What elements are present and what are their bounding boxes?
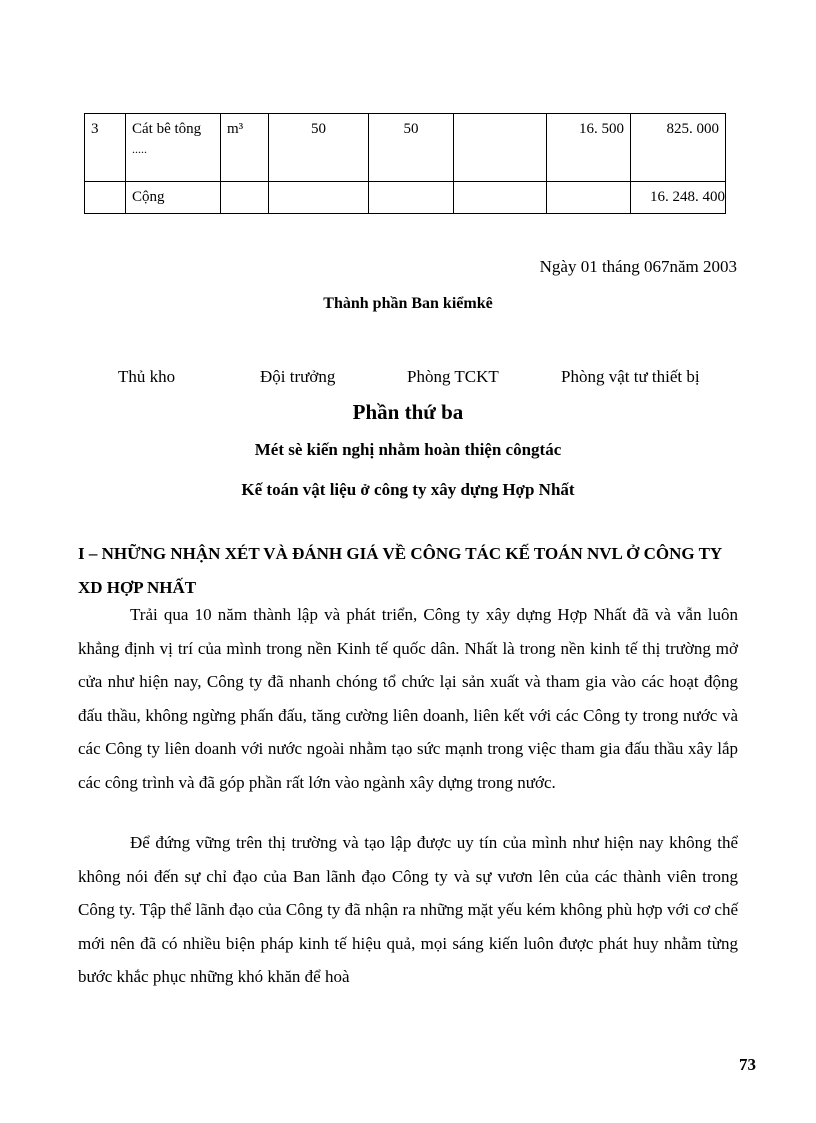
cell-diff	[454, 114, 547, 182]
row-diff	[454, 114, 546, 121]
inventory-table	[84, 113, 726, 214]
cell-empty	[454, 182, 547, 214]
signature-supply-dept: Phòng vật tư thiết bị	[561, 367, 700, 386]
cell-qty-actual	[369, 114, 454, 182]
cell-stt	[85, 114, 126, 182]
row-material-name: Cát bê tông	[132, 121, 202, 137]
row-unit: m³	[227, 121, 244, 137]
signature-storekeeper: Thủ kho	[118, 367, 176, 386]
table-row	[85, 114, 726, 182]
total-amount: 16. 248. 400	[650, 189, 725, 205]
cell-empty	[221, 182, 269, 214]
cell-price	[547, 114, 631, 182]
cell-total-amount	[631, 182, 726, 214]
cell-name	[126, 114, 221, 182]
section-heading: I – NHỮNG NHẬN XÉT VÀ ĐÁNH GIÁ VỀ CÔNG TÁC KẾ TOÁN NVL Ở CÔNG TY XD HỢP NHẤT	[78, 544, 722, 597]
part-subtitle-2: Kế toán vật liệu ở công ty xây dựng Hợp Nhất	[241, 480, 575, 499]
row-amount: 825. 000	[666, 121, 719, 137]
table-row-total	[85, 182, 726, 214]
cell-empty	[269, 182, 369, 214]
cell-empty	[547, 182, 631, 214]
row-qty-book: 50	[311, 121, 326, 137]
row-qty-actual: 50	[403, 121, 419, 137]
part-subtitle-1: Mét sè kiến nghị nhằm hoàn thiện côngtác	[254, 440, 562, 459]
cell-empty	[369, 182, 454, 214]
cell-unit	[221, 114, 269, 182]
cell-total-label	[126, 182, 221, 214]
paragraph-2: Để đứng vững trên thị trường và tạo lập được uy tín của mình như hiện nay không thể không nói đến sự chỉ đạo của Ban lãnh đạo Công ty và sự vươn lên của các thành viên trong Công ty. Tập thể lãnh đạo của Công ty đã nhận ra những mặt yếu kém không phù hợp với cơ chế mới nên đã có nhiều biện pháp kinh tế hiệu quả, mọi sáng kiến luôn được phát huy nhằm từng bước khắc phục những khó khăn để hoà	[78, 833, 738, 986]
cell-amount	[631, 114, 726, 182]
page-number: 73	[739, 1055, 756, 1074]
signature-team-leader: Đội trưởng	[260, 367, 336, 386]
cell-empty	[85, 182, 126, 214]
total-label: Cộng	[132, 189, 165, 205]
council-title: Thành phần Ban kiểmkê	[323, 295, 493, 312]
paragraph-1: Trải qua 10 năm thành lập và phát triển, Công ty xây dựng Hợp Nhất đã và vẫn luôn khẳng định vị trí của mình trong nền Kinh tế quốc dân. Nhất là trong nền kinh tế thị trường mở cửa như hiện nay, Công ty đã nhanh chóng tổ chức lại sản xuất và tham gia vào các hoạt động đấu thầu, không ngừng phấn đấu, tăng cường liên doanh, liên kết với các Công ty trong nước và các Công ty liên doanh với nước ngoài nhằm tạo sức mạnh trong việc tham gia đấu thầu xây lắp các công trình và đã góp phần rất lớn vào ngành xây dựng trong nước.	[78, 605, 738, 792]
row-name-ellipsis: .....	[132, 142, 147, 156]
signature-finance-dept: Phòng TCKT	[407, 367, 499, 386]
part-title: Phần thứ ba	[352, 400, 464, 424]
date-line: Ngày 01 tháng 067năm 2003	[539, 257, 737, 276]
row-price: 16. 500	[579, 121, 624, 137]
row-stt: 3	[91, 121, 99, 137]
cell-qty-book	[269, 114, 369, 182]
